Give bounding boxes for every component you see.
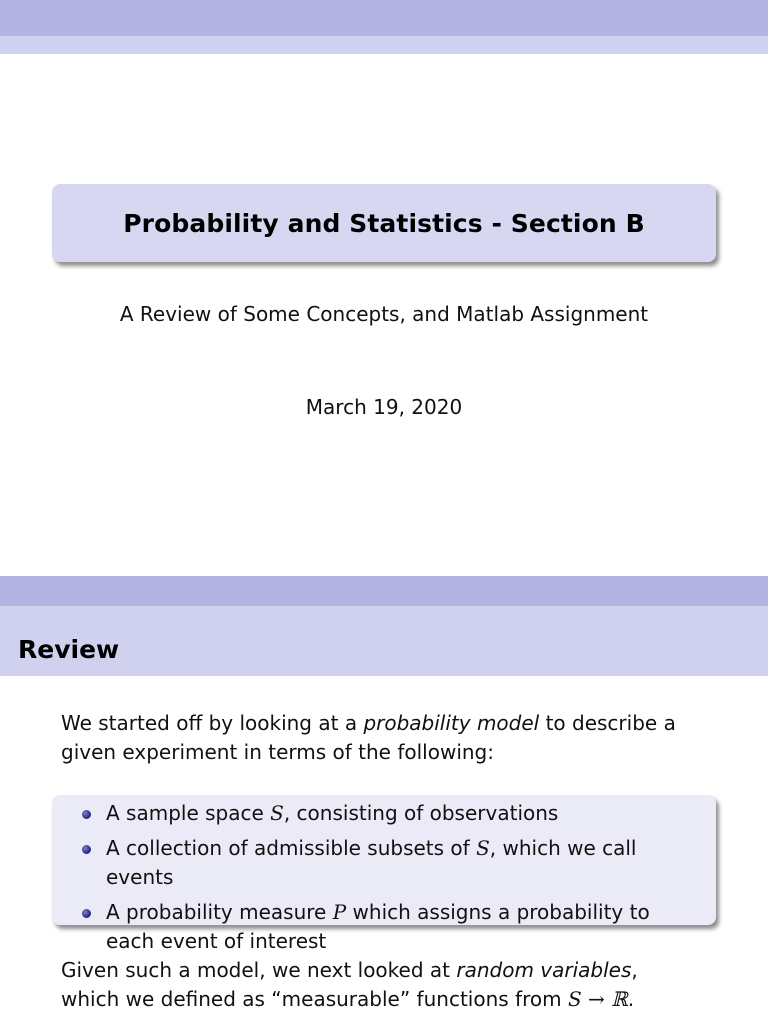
review-slide — [0, 576, 768, 1024]
bullet-text: A sample space — [106, 801, 271, 825]
list-item — [82, 799, 702, 828]
closing-emphasis: random variables — [456, 958, 632, 982]
closing-paragraph — [61, 956, 701, 1014]
header-band-dark — [0, 0, 768, 36]
intro-text-post: to describe a given experiment in terms of the following: — [61, 711, 676, 764]
math-symbol: P — [332, 900, 347, 924]
definition-block — [52, 795, 716, 953]
intro-emphasis: probability model — [363, 711, 540, 735]
bullet-icon — [82, 909, 91, 918]
bullet-text: A collection of admissible subsets of — [106, 836, 477, 860]
bullet-text: A probability measure — [106, 900, 333, 924]
presentation-subtitle: A Review of Some Concepts, and Matlab Assignment — [119, 302, 649, 326]
intro-text-pre: We started off by looking at a — [61, 711, 364, 735]
math-symbol: S — [476, 836, 490, 860]
intro-paragraph — [61, 709, 701, 767]
closing-math: S → ℝ — [567, 987, 628, 1011]
bullet-text: , consisting of observations — [283, 801, 559, 825]
frame-title: Review — [18, 635, 120, 664]
header-band-light — [0, 36, 768, 54]
presentation-title: Probability and Statistics - Section B — [123, 208, 645, 238]
presentation-date: March 19, 2020 — [305, 395, 463, 419]
list-item — [82, 898, 702, 956]
bullet-text: which assigns a probability to each event of interest — [106, 900, 650, 953]
list-item — [82, 834, 702, 892]
math-symbol: S — [270, 801, 284, 825]
bullet-list — [82, 799, 702, 962]
bullet-icon — [82, 810, 91, 819]
bullet-icon — [82, 845, 91, 854]
closing-text-pre: Given such a model, we next looked at — [61, 958, 457, 982]
closing-text-mid: , which we defined as “measurable” functions from — [61, 958, 638, 1011]
bullet-text: , which we call events — [106, 836, 637, 889]
title-box — [52, 184, 716, 262]
closing-text-post: . — [627, 987, 635, 1011]
header-band-dark — [0, 576, 768, 606]
